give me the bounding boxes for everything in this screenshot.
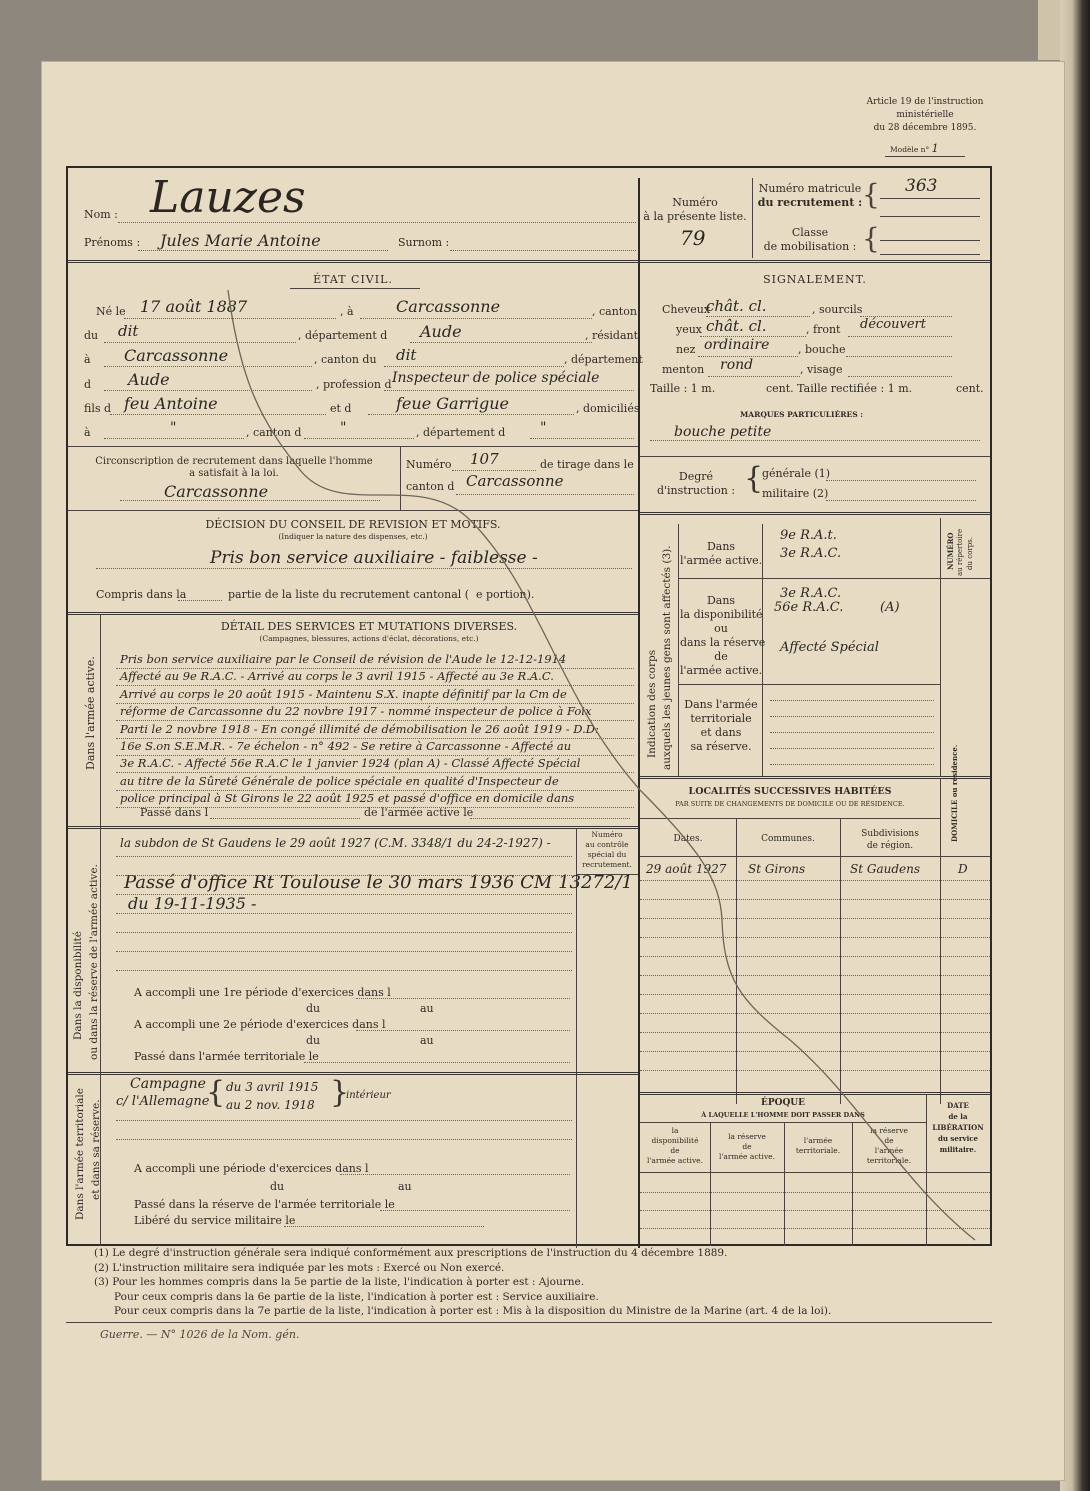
signalement-title: SIGNALEMENT. <box>763 273 867 286</box>
prenoms-label: Prénoms : <box>84 236 141 249</box>
taille-label: Taille : 1 m. <box>650 382 716 395</box>
cent-label: cent. Taille rectifiée : 1 m. <box>766 382 913 395</box>
footnote-1: (1) Le degré d'instruction générale sera indiqué conformément aux prescriptions de l'instruction du 4 décembre 1889. <box>94 1247 728 1259</box>
corps-side-label-1: Indication des corps <box>646 649 658 758</box>
classe-label-1: Classe <box>791 226 829 239</box>
periode2-label: A accompli une 2e période d'exercices dans l <box>134 1018 386 1031</box>
ministerielle-line: ministérielle <box>896 110 954 120</box>
periode2-au: au <box>420 1034 434 1047</box>
departement-value: Aude <box>420 322 462 341</box>
tirage-value: 107 <box>470 450 499 468</box>
yeux-value: chât. cl. <box>706 317 767 335</box>
departement2-label: , département <box>564 353 643 366</box>
etat-civil-title: ÉTAT CIVIL. <box>313 273 393 286</box>
ne-le-value: 17 août 1887 <box>140 297 248 316</box>
pere-value: feu Antoine <box>124 394 218 413</box>
departement-label: , département d <box>298 329 388 342</box>
dispo-side-label-1: Dans la disponibilité <box>72 931 84 1040</box>
corps-active-label-1: Dans <box>706 540 736 553</box>
services-title: DÉTAIL DES SERVICES ET MUTATIONS DIVERSES. <box>220 620 518 633</box>
services-line: Pris bon service auxiliaire par le Conseil de révision de l'Aude le 12-12-1914 <box>120 652 567 666</box>
a2-label: à <box>84 353 91 366</box>
corps-terr-label-2: territoriale <box>690 712 752 725</box>
services-line: Affecté au 9e R.A.C. - Arrivé au corps le 3 avril 1915 - Affecté au 3e R.A.C. <box>120 669 554 684</box>
nom-value: Lauzes <box>150 172 306 223</box>
decree-date: du 28 décembre 1895. <box>873 123 977 133</box>
localites-col-communes: Communes. <box>761 834 815 844</box>
canton3-label: , canton d <box>246 426 302 439</box>
campagne-1: Campagne <box>130 1076 206 1092</box>
numero-label-1: Numéro <box>672 196 718 209</box>
epoque-col2-1: la réserve <box>728 1132 766 1141</box>
corps-dispo-label-3: ou <box>714 622 728 635</box>
ne-le-label: Né le <box>96 305 126 318</box>
dispo-side-label-2: ou dans la réserve de l'armée active. <box>88 864 100 1060</box>
epoque-col2-3: l'armée active. <box>718 1152 776 1161</box>
epoque-col3-2: territoriale. <box>795 1146 841 1155</box>
a3-value: " <box>170 420 177 436</box>
passe-label-2: de l'armée active le <box>364 806 474 819</box>
a-label: , à <box>340 305 354 318</box>
periode1-au: au <box>420 1002 434 1015</box>
corps-active-label-2: l'armée active. <box>680 554 763 567</box>
epoque-col1-3: de <box>670 1146 680 1155</box>
controle-label-3: spécial du <box>587 850 627 859</box>
subdivisions-label-2: de région. <box>866 841 914 851</box>
corps-dispo-value-3: (A) <box>880 600 900 615</box>
epoque-col4-2: de <box>884 1136 894 1145</box>
localites-subtitle: PAR SUITE DE CHANGEMENTS DE DOMICILE OU DE RÉSIDENCE. <box>675 800 905 808</box>
periode2-du: du <box>306 1034 321 1047</box>
departement3-value: " <box>540 420 547 436</box>
repertoire-label-2: au répertoire <box>956 528 964 576</box>
tirage-canton-value: Carcassonne <box>466 472 564 490</box>
localites-col-dates: Dates. <box>673 834 703 844</box>
localites-row-domicile: D <box>958 862 968 876</box>
degre-label-2: d'instruction : <box>656 484 736 497</box>
passe-territoriale-label: Passé dans l'armée territoriale le <box>134 1050 319 1063</box>
dispo-line-2: Passé d'office Rt Toulouse le 30 mars 1936 CM 13272/1 <box>124 872 633 893</box>
epoque-col1-1: la <box>671 1126 679 1135</box>
corps-terr-label-1: Dans l'armée <box>684 698 758 711</box>
libere-label: Libéré du service militaire le <box>134 1214 296 1227</box>
fils-label: fils d <box>84 402 112 415</box>
cheveux-value: chât. cl. <box>706 297 767 315</box>
canton3-value: " <box>340 420 347 436</box>
corps-dispo-label-5: de <box>714 650 728 663</box>
visage-label: , visage <box>800 363 843 376</box>
front-label: , front <box>806 323 841 336</box>
localites-row-date: 29 août 1927 <box>646 862 727 876</box>
front-value: découvert <box>860 317 926 332</box>
nez-label: nez <box>676 343 696 356</box>
domicilies-label: , domiciliés <box>576 402 640 415</box>
corps-dispo-value-2: 56e R.A.C. <box>774 600 844 615</box>
services-line: réforme de Carcassonne du 22 novbre 1917 - nommé inspecteur de police à Foix <box>120 704 592 719</box>
militaire-label: militaire (2) <box>762 487 829 500</box>
epoque-subtitle: À LAQUELLE L'HOMME DOIT PASSER DANS <box>701 1111 865 1119</box>
subdivisions-label-1: Subdivisions <box>861 829 919 839</box>
services-line: 16e S.on S.E.M.R. - 7e échelon - n° 492 - Se retire à Carcassonne - Affecté au <box>120 739 572 753</box>
profession-value: Inspecteur de police spéciale <box>392 370 600 386</box>
services-side-label: Dans l'armée active. <box>84 656 97 770</box>
epoque-col1-2: disponibilité <box>651 1136 699 1145</box>
repertoire-label-3: du corps. <box>966 537 974 570</box>
tirage-canton-label: canton d <box>406 480 455 493</box>
repertoire-label-1: NUMÉRO <box>946 532 955 570</box>
prenoms-value: Jules Marie Antoine <box>160 231 321 250</box>
services-line: au titre de la Sûreté Générale de police spéciale en qualité d'Inspecteur de <box>120 773 559 788</box>
epoque-date-1: DATE <box>947 1101 969 1110</box>
campagne-du: du 3 avril 1915 <box>226 1080 319 1094</box>
lieu-value: Carcassonne <box>396 297 501 316</box>
guerre-imprint: Guerre. — N° 1026 de la Nom. gén. <box>100 1328 300 1341</box>
localites-row-commune: St Girons <box>748 862 806 876</box>
marques-value: bouche petite <box>674 424 772 440</box>
reserve-label: Passé dans la réserve de l'armée territoriale le <box>134 1198 395 1211</box>
corps-dispo-value-1: 3e R.A.C. <box>780 586 842 601</box>
corps-dispo-value-4: Affecté Spécial <box>780 640 879 655</box>
localites-title: LOCALITÉS SUCCESSIVES HABITÉES <box>688 786 892 797</box>
epoque-date-2: de la <box>948 1112 968 1121</box>
mere-value: feue Garrigue <box>396 394 509 413</box>
epoque-title: ÉPOQUE <box>760 1098 805 1108</box>
residence-value: Carcassonne <box>124 346 229 365</box>
periode1-du: du <box>306 1002 321 1015</box>
pencil-line <box>228 290 975 1240</box>
corps-dispo-label-2: la disponibilité <box>680 608 763 621</box>
cheveux-label: Cheveux <box>662 303 711 316</box>
article-line: Article 19 de l'instruction <box>866 97 984 107</box>
localites-row-subdivision: St Gaudens <box>850 862 920 876</box>
footnote-4: Pour ceux compris dans la 6e partie de la liste, l'indication à porter est : Service auxiliaire. <box>114 1290 599 1303</box>
surnom-label: Surnom : <box>398 236 450 249</box>
corps-terr-label-3: et dans <box>700 726 742 739</box>
sourcils-label: , sourcils <box>812 303 863 316</box>
numero-label-2: à la présente liste. <box>643 210 747 223</box>
campagne-brace: { <box>206 1075 226 1110</box>
corps-terr-label-4: sa réserve. <box>690 740 752 753</box>
cent2-label: cent. <box>956 382 984 395</box>
periode1-label: A accompli une 1re période d'exercices dans l <box>134 986 391 999</box>
matricule-label-1: Numéro matricule <box>758 182 862 195</box>
modele-text: Modèle n° <box>890 145 930 154</box>
du-label: du <box>84 329 99 342</box>
epoque-date-3: LIBÉRATION <box>932 1123 984 1132</box>
decision-value: Pris bon service auxiliaire - faiblesse - <box>210 548 538 568</box>
d-label: d <box>84 378 92 391</box>
corps-dispo-label-6: l'armée active. <box>680 664 763 677</box>
degre-label-1: Degré <box>678 470 714 483</box>
epoque-col4-1: la réserve <box>870 1126 908 1135</box>
terr-side-label-2: et dans sa réserve. <box>90 1099 102 1200</box>
modele-value: 1 <box>931 142 939 155</box>
terr-side-label-1: Dans l'armée territoriale <box>74 1088 86 1220</box>
corps-active-value-2: 3e R.A.C. <box>780 546 842 561</box>
menton-label: menton <box>662 363 705 376</box>
numero-liste-value: 79 <box>680 226 706 250</box>
campagne-au: au 2 nov. 1918 <box>226 1098 315 1112</box>
corps-side-label-2: auxquels les jeunes gens sont affectés (3). <box>661 545 673 770</box>
menton-value: rond <box>720 357 754 373</box>
classe-label-2: de mobilisation : <box>763 240 857 253</box>
compris-label: Compris dans la <box>96 588 187 601</box>
epoque-col1-4: l'armée active. <box>646 1156 704 1165</box>
footnote-2: (2) L'instruction militaire sera indiquée par les mots : Exercé ou Non exercé. <box>94 1261 505 1274</box>
canton-value: dit <box>118 322 139 340</box>
controle-label-1: Numéro <box>591 830 623 839</box>
campagne-brace-right: } <box>330 1075 350 1110</box>
corps-dispo-label-4: dans la réserve <box>680 636 766 649</box>
matricule-value: 363 <box>905 176 938 196</box>
controle-label-4: recrutement. <box>582 860 632 869</box>
corps-dispo-label-1: Dans <box>706 594 736 607</box>
campagne-2: c/ l'Allemagne <box>116 1094 210 1109</box>
localites-domicile-label: DOMICILE ou résidence. <box>950 744 959 842</box>
profession-label: , profession d <box>316 378 392 391</box>
decision-subtitle: (Indiquer la nature des dispenses, etc.) <box>278 532 428 541</box>
services-subtitle: (Campagnes, blessures, actions d'éclat, décorations, etc.) <box>259 634 479 643</box>
epoque-col4-4: territoriale. <box>866 1156 912 1165</box>
passe-label: Passé dans l <box>140 806 209 819</box>
degre-brace: { <box>744 461 764 496</box>
footnote-5: Pour ceux compris dans la 7e partie de la liste, l'indication à porter est : Mis à la disposition du Ministre de la Marine (art. 4 de la loi). <box>114 1305 832 1317</box>
nez-value: ordinaire <box>704 337 770 353</box>
yeux-label: yeux <box>676 323 703 336</box>
services-line: Parti le 2 novbre 1918 - En congé illimité de démobilisation le 26 août 1919 - D.D: <box>120 721 599 736</box>
services-line: Arrivé au corps le 20 août 1915 - Maintenu S.X. inapte définitif par la Cm de <box>120 686 567 701</box>
nom-label: Nom : <box>84 208 118 221</box>
controle-label-2: au contrôle <box>585 840 629 849</box>
decision-title: DÉCISION DU CONSEIL DE REVISION ET MOTIFS. <box>205 518 501 531</box>
etd-label: et d <box>330 402 352 415</box>
portion-label: e portion). <box>476 588 535 601</box>
canton-label: , canton <box>592 305 637 318</box>
terr-du: du <box>270 1180 285 1193</box>
tirage-label-1: Numéro <box>406 458 452 471</box>
departement2-value: Aude <box>128 370 170 389</box>
a3-label: à <box>84 426 91 439</box>
footnote-3: (3) Pour les hommes compris dans la 5e partie de la liste, l'indication à porter est : Ajourne. <box>94 1276 585 1288</box>
terr-au: au <box>398 1180 412 1193</box>
dispo-line-3: du 19-11-1935 - <box>128 894 257 913</box>
services-line: 3e R.A.C. - Affecté 56e R.A.C le 1 janvier 1924 (plan A) - Classé Affecté Spécial <box>120 756 581 771</box>
classe-brace: { <box>862 222 880 255</box>
partie-label: partie de la liste du recrutement cantonal ( <box>228 588 470 601</box>
epoque-col2-2: de <box>742 1142 752 1151</box>
matricule-brace: { <box>862 178 880 211</box>
tirage-label-2: de tirage dans le <box>540 458 634 471</box>
matricule-label-2: du recrutement : <box>757 196 863 209</box>
canton2-label: , canton du <box>314 353 377 366</box>
corps-active-value-1: 9e R.A.t. <box>780 528 837 543</box>
marques-title: MARQUES PARTICULIÈRES : <box>740 410 864 419</box>
circonscription-label-2: a satisfait à la loi. <box>189 468 279 479</box>
bouche-label: , bouche <box>798 343 846 356</box>
epoque-col4-3: l'armée <box>874 1146 904 1155</box>
circonscription-label-1: Circonscription de recrutement dans laquelle l'homme <box>95 456 373 467</box>
epoque-date-5: militaire. <box>939 1145 977 1154</box>
resident-label: , résidant <box>585 329 639 342</box>
services-line: police principal à St Girons le 22 août 1925 et passé d'office en domicile dans <box>120 791 575 806</box>
epoque-col3-1: l'armée <box>803 1136 833 1145</box>
campagne-note: intérieur <box>346 1090 391 1101</box>
circonscription-value: Carcassonne <box>164 482 269 501</box>
epoque-date-4: du service <box>938 1134 978 1143</box>
dispo-line-1: la subdon de St Gaudens le 29 août 1927 (C.M. 3348/1 du 24-2-1927) - <box>120 836 551 850</box>
canton2-value: dit <box>396 346 417 364</box>
departement3-label: , département d <box>416 426 506 439</box>
generale-label: générale (1) <box>762 467 831 480</box>
terr-periode-label: A accompli une période d'exercices dans l <box>134 1162 369 1175</box>
